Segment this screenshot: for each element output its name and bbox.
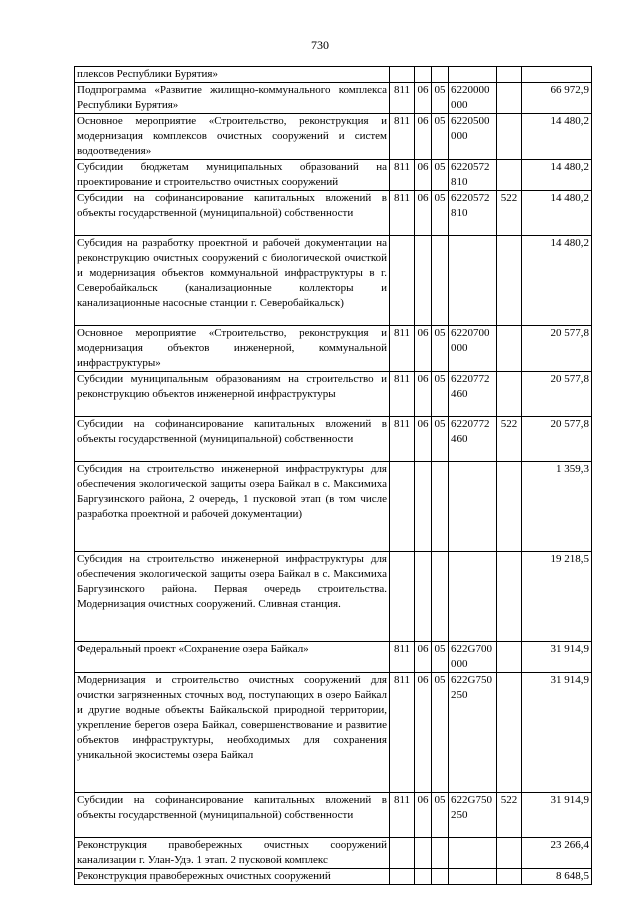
row-csr-code: 6220572 810	[449, 191, 497, 236]
row-name: Модернизация и строительство очистных сооружений для очистки загрязненных сточных вод, поступающих в озеро Байкал и другие водные объекты Байкальской природной территории, укрепление берегов озера Байкал, совершенствование и развитие объектов инфраструктуры, необходимых для сохранения уникальной экосистемы озера Байкал	[75, 673, 390, 793]
row-name: Подпрограмма «Развитие жилищно-коммунального комплекса Республики Бурятия»	[75, 83, 390, 114]
row-pr-code: 05	[432, 326, 449, 372]
row-rz-code: 06	[415, 326, 432, 372]
row-amount: 19 218,5	[522, 552, 592, 642]
row-rz-code: 06	[415, 83, 432, 114]
row-gr-code: 811	[390, 160, 415, 191]
row-rz-code	[415, 838, 432, 869]
row-vr-code	[497, 372, 522, 417]
row-vr-code	[497, 236, 522, 326]
row-csr-code	[449, 462, 497, 552]
row-rz-code	[415, 67, 432, 83]
row-amount: 20 577,8	[522, 417, 592, 462]
row-amount: 8 648,5	[522, 869, 592, 885]
row-amount: 14 480,2	[522, 160, 592, 191]
table-row	[75, 462, 592, 552]
row-gr-code	[390, 552, 415, 642]
table-row	[75, 869, 592, 885]
row-amount: 20 577,8	[522, 326, 592, 372]
row-pr-code	[432, 462, 449, 552]
row-csr-code: 6220772 460	[449, 372, 497, 417]
row-name: Федеральный проект «Сохранение озера Байкал»	[75, 642, 390, 673]
row-gr-code: 811	[390, 673, 415, 793]
row-amount: 31 914,9	[522, 642, 592, 673]
row-pr-code: 05	[432, 372, 449, 417]
row-vr-code: 522	[497, 417, 522, 462]
row-pr-code	[432, 869, 449, 885]
row-amount: 14 480,2	[522, 236, 592, 326]
row-name: Субсидии на софинансирование капитальных вложений в объекты государственной (муниципальной) собственности	[75, 191, 390, 236]
row-csr-code: 6220000 000	[449, 83, 497, 114]
row-rz-code: 06	[415, 372, 432, 417]
row-pr-code: 05	[432, 83, 449, 114]
row-gr-code	[390, 838, 415, 869]
row-amount	[522, 67, 592, 83]
table-row	[75, 326, 592, 372]
row-vr-code: 522	[497, 793, 522, 838]
row-gr-code: 811	[390, 326, 415, 372]
row-pr-code: 05	[432, 642, 449, 673]
budget-table-body	[75, 67, 592, 885]
row-rz-code: 06	[415, 673, 432, 793]
row-rz-code: 06	[415, 793, 432, 838]
row-vr-code	[497, 869, 522, 885]
row-vr-code	[497, 838, 522, 869]
row-vr-code	[497, 462, 522, 552]
row-csr-code: 6220772 460	[449, 417, 497, 462]
row-name: Субсидии на софинансирование капитальных вложений в объекты государственной (муниципальной) собственности	[75, 793, 390, 838]
table-row	[75, 114, 592, 160]
row-name: Субсидии муниципальным образованиям на строительство и реконструкцию объектов инженерной инфраструктуры	[75, 372, 390, 417]
row-name: Субсидия на разработку проектной и рабочей документации на реконструкцию очистных сооружений с биологической очисткой и модернизация объектов коммунальной инфраструктуры в г. Северобайкальск (канализационные коллекторы и канализационные насосные станции г. Северобайкальск)	[75, 236, 390, 326]
row-amount: 66 972,9	[522, 83, 592, 114]
row-name: Реконструкция правобережных очистных сооружений канализации г. Улан-Удэ. 1 этап. 2 пусковой комплекс	[75, 838, 390, 869]
row-rz-code: 06	[415, 417, 432, 462]
row-gr-code	[390, 236, 415, 326]
row-vr-code	[497, 326, 522, 372]
row-name: Реконструкция правобережных очистных сооружений	[75, 869, 390, 885]
row-pr-code	[432, 838, 449, 869]
row-amount: 20 577,8	[522, 372, 592, 417]
table-row	[75, 372, 592, 417]
row-gr-code: 811	[390, 372, 415, 417]
row-vr-code	[497, 642, 522, 673]
row-name: Субсидия на строительство инженерной инфраструктуры для обеспечения экологической защиты озера Байкал в с. Максимиха Баргузинского района, 2 очередь, 1 пусковой этап (в том числе разработка проектной и рабочей документации)	[75, 462, 390, 552]
row-rz-code: 06	[415, 160, 432, 191]
table-row	[75, 236, 592, 326]
row-rz-code	[415, 552, 432, 642]
row-csr-code	[449, 67, 497, 83]
row-amount: 14 480,2	[522, 191, 592, 236]
row-gr-code: 811	[390, 191, 415, 236]
row-vr-code	[497, 160, 522, 191]
row-gr-code: 811	[390, 114, 415, 160]
row-csr-code	[449, 552, 497, 642]
row-vr-code	[497, 83, 522, 114]
budget-table	[74, 66, 592, 885]
row-pr-code: 05	[432, 417, 449, 462]
row-csr-code: 6220572 810	[449, 160, 497, 191]
row-vr-code	[497, 67, 522, 83]
row-pr-code: 05	[432, 793, 449, 838]
row-rz-code	[415, 236, 432, 326]
row-gr-code	[390, 869, 415, 885]
page-number: 730	[311, 38, 329, 52]
row-amount: 31 914,9	[522, 793, 592, 838]
row-csr-code: 622G700 000	[449, 642, 497, 673]
row-gr-code	[390, 67, 415, 83]
table-row	[75, 67, 592, 83]
row-amount: 23 266,4	[522, 838, 592, 869]
row-rz-code	[415, 869, 432, 885]
row-csr-code	[449, 869, 497, 885]
row-rz-code: 06	[415, 642, 432, 673]
table-row	[75, 83, 592, 114]
row-csr-code: 622G750 250	[449, 673, 497, 793]
row-name: Основное мероприятие «Строительство, реконструкция и модернизация комплексов очистных сооружений и систем водоотведения»	[75, 114, 390, 160]
table-row	[75, 793, 592, 838]
row-vr-code: 522	[497, 191, 522, 236]
table-row	[75, 160, 592, 191]
row-csr-code: 6220500 000	[449, 114, 497, 160]
row-rz-code: 06	[415, 191, 432, 236]
row-amount: 14 480,2	[522, 114, 592, 160]
row-pr-code	[432, 236, 449, 326]
row-pr-code	[432, 552, 449, 642]
row-amount: 1 359,3	[522, 462, 592, 552]
row-pr-code: 05	[432, 673, 449, 793]
row-name: Субсидия на строительство инженерной инфраструктуры для обеспечения экологической защиты озера Байкал в с. Максимиха Баргузинского района. Первая очередь строительства. Модернизация очистных сооружений. Сливная станция.	[75, 552, 390, 642]
table-row	[75, 191, 592, 236]
row-csr-code: 622G750 250	[449, 793, 497, 838]
row-pr-code: 05	[432, 191, 449, 236]
table-row	[75, 673, 592, 793]
row-pr-code: 05	[432, 160, 449, 191]
row-amount: 31 914,9	[522, 673, 592, 793]
row-name: плексов Республики Бурятия»	[75, 67, 390, 83]
row-rz-code	[415, 462, 432, 552]
row-gr-code: 811	[390, 83, 415, 114]
row-csr-code	[449, 236, 497, 326]
table-row	[75, 642, 592, 673]
row-name: Субсидии на софинансирование капитальных вложений в объекты государственной (муниципальной) собственности	[75, 417, 390, 462]
row-pr-code	[432, 67, 449, 83]
table-row	[75, 838, 592, 869]
row-pr-code: 05	[432, 114, 449, 160]
row-name: Субсидии бюджетам муниципальных образований на проектирование и строительство очистных сооружений	[75, 160, 390, 191]
row-vr-code	[497, 552, 522, 642]
row-csr-code	[449, 838, 497, 869]
row-gr-code: 811	[390, 642, 415, 673]
row-name: Основное мероприятие «Строительство, реконструкция и модернизация объектов инженерной, коммунальной инфраструктуры»	[75, 326, 390, 372]
row-vr-code	[497, 673, 522, 793]
row-gr-code: 811	[390, 417, 415, 462]
table-row	[75, 417, 592, 462]
row-gr-code: 811	[390, 793, 415, 838]
row-vr-code	[497, 114, 522, 160]
row-gr-code	[390, 462, 415, 552]
row-csr-code: 6220700 000	[449, 326, 497, 372]
row-rz-code: 06	[415, 114, 432, 160]
table-row	[75, 552, 592, 642]
